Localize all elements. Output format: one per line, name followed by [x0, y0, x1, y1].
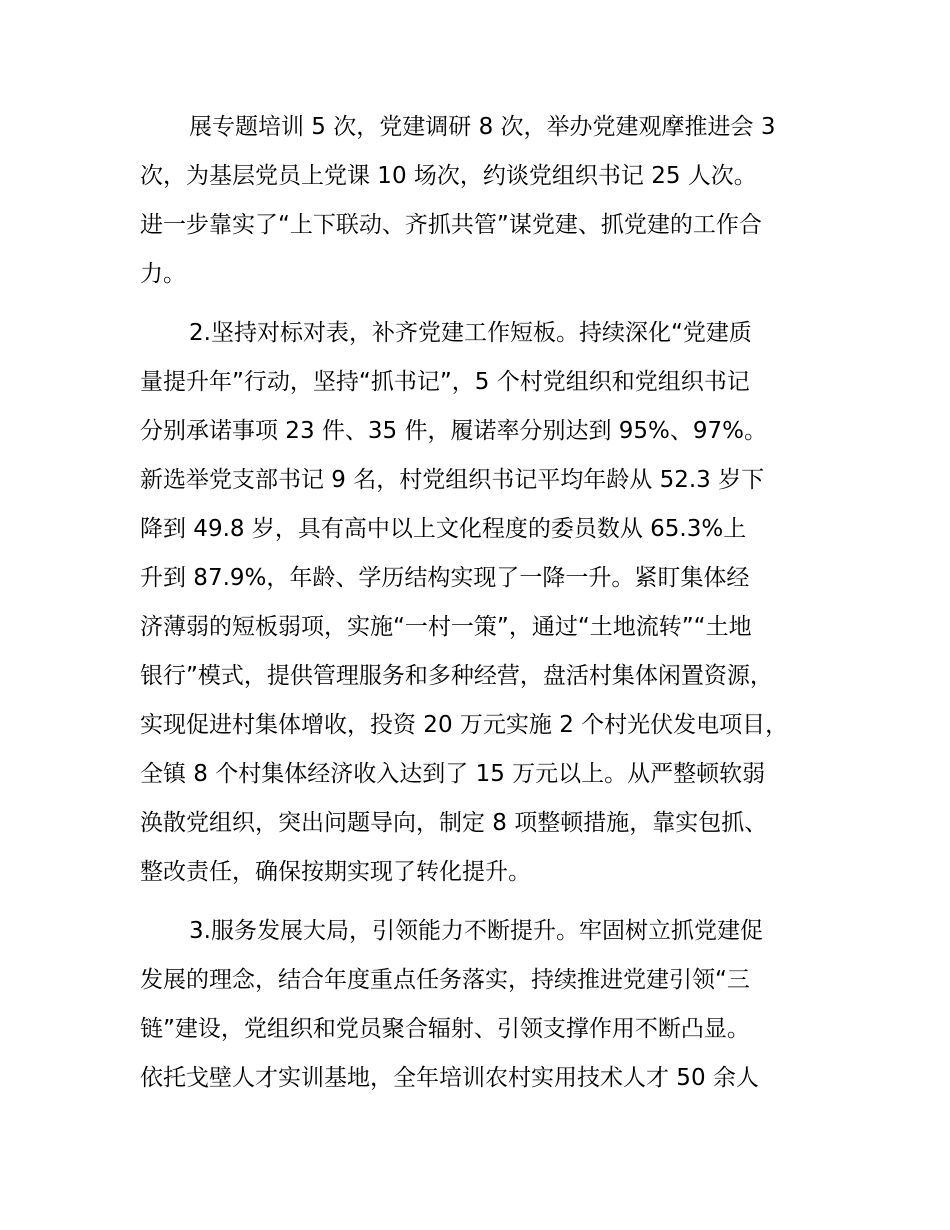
- paragraph-section-2: [140, 309, 840, 897]
- body-text: [140, 103, 840, 1103]
- text-line: 全镇 8 个村集体经济收入达到了 15 万元以上。从严整顿软弱: [140, 761, 766, 787]
- text-line: 展专题培训 5 次，党建调研 8 次，举办党建观摩推进会 3: [189, 114, 776, 140]
- text-line: 新选举党支部书记 9 名，村党组织书记平均年龄从 52.3 岁下: [140, 467, 765, 493]
- text-line: 进一步靠实了“上下联动、齐抓共管”谋党建、抓党建的工作合: [140, 212, 762, 238]
- text-line: 力。: [140, 261, 186, 287]
- text-line: 发展的理念，结合年度重点任务落实，持续推进党建引领“三: [140, 967, 750, 993]
- text-line: 涣散党组织，突出问题导向，制定 8 项整顿措施，靠实包抓、: [140, 810, 768, 836]
- text-line: 实现促进村集体增收，投资 20 万元实施 2 个村光伏发电项目，: [140, 712, 789, 738]
- text-line: 银行”模式，提供管理服务和多种经营，盘活村集体闲置资源，: [140, 663, 773, 689]
- paragraph-continuation: [140, 103, 840, 299]
- text-line: 2.坚持对标对表，补齐党建工作短板。持续深化“党建质: [189, 320, 752, 346]
- paragraph-section-3: [140, 907, 840, 1103]
- text-line: 升到 87.9%，年龄、学历结构实现了一降一升。紧盯集体经: [140, 565, 750, 591]
- text-line: 链”建设，党组织和党员聚合辐射、引领支撑作用不断凸显。: [140, 1016, 750, 1042]
- text-line: 3.服务发展大局，引领能力不断提升。牢固树立抓党建促: [189, 918, 763, 944]
- text-line: 分别承诺事项 23 件、35 件，履诺率分别达到 95%、97%。: [140, 418, 768, 444]
- text-line: 降到 49.8 岁，具有高中以上文化程度的委员数从 65.3%上: [140, 516, 747, 542]
- text-line: 依托戈壁人才实训基地，全年培训农村实用技术人才 50 余人: [140, 1065, 759, 1091]
- text-line: 济薄弱的短板弱项，实施“一村一策”，通过“土地流转”“土地: [140, 614, 752, 640]
- text-line: 量提升年”行动，坚持“抓书记”，5 个村党组织和党组织书记: [140, 369, 750, 395]
- text-line: 整改责任，确保按期实现了转化提升。: [140, 859, 531, 885]
- text-line: 次，为基层党员上党课 10 场次，约谈党组织书记 25 人次。: [140, 163, 757, 189]
